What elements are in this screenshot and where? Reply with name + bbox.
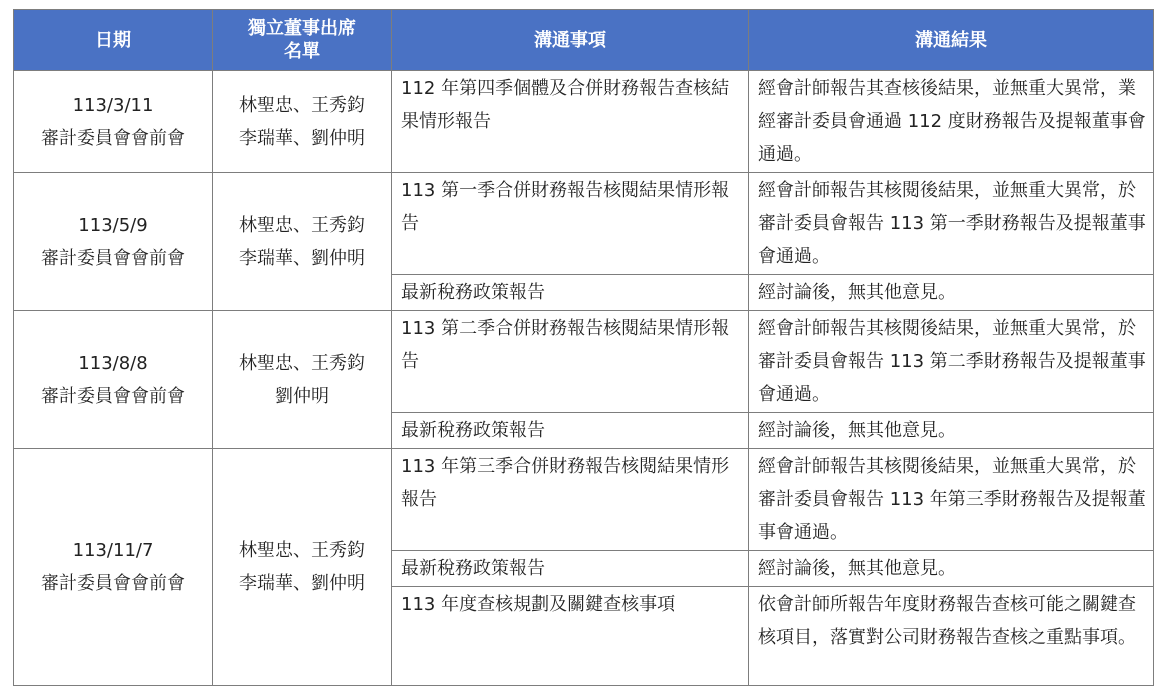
meeting-type: 審計委員會會前會 — [41, 247, 185, 269]
directors-cell — [213, 71, 392, 173]
item-cell: 最新稅務政策報告 — [392, 551, 749, 587]
meeting-date: 113/11/7 — [72, 540, 154, 561]
header-row — [14, 10, 1154, 71]
item-cell: 113 年第三季合併財務報告核閱結果情形報告 — [392, 449, 749, 551]
item-cell: 113 第一季合併財務報告核閱結果情形報告 — [392, 173, 749, 275]
directors-line1: 林聖忠、王秀鈞 — [239, 94, 365, 116]
header-items: 溝通事項 — [392, 10, 749, 71]
item-cell: 最新稅務政策報告 — [392, 275, 749, 311]
header-results: 溝通結果 — [749, 10, 1154, 71]
communication-table — [13, 9, 1154, 686]
meeting-date: 113/3/11 — [72, 94, 154, 116]
item-cell: 最新稅務政策報告 — [392, 413, 749, 449]
meeting-type: 審計委員會會前會 — [41, 385, 185, 407]
meeting-date-cell — [14, 173, 213, 311]
meeting-date-cell — [14, 71, 213, 173]
meeting-date: 113/8/8 — [78, 352, 148, 374]
header-directors — [213, 10, 392, 71]
directors-line2: 李瑞華、劉仲明 — [239, 573, 365, 594]
item-cell: 113 年度查核規劃及關鍵查核事項 — [392, 587, 749, 686]
directors-line1: 林聖忠、王秀鈞 — [239, 352, 365, 374]
directors-line2: 李瑞華、劉仲明 — [239, 127, 365, 149]
meeting-type: 審計委員會會前會 — [41, 573, 185, 594]
result-cell: 經會計師報告其查核後結果，並無重大異常，業經審計委員會通過 112 度財務報告及提報董事會通過。 — [749, 71, 1154, 173]
item-cell: 112 年第四季個體及合併財務報告查核結果情形報告 — [392, 71, 749, 173]
meeting-type: 審計委員會會前會 — [41, 127, 185, 149]
directors-cell — [213, 449, 392, 686]
result-cell: 經討論後，無其他意見。 — [749, 413, 1154, 449]
table-row — [14, 449, 1154, 551]
item-cell: 113 第二季合併財務報告核閱結果情形報告 — [392, 311, 749, 413]
header-directors-line1: 獨立董事出席 — [248, 18, 356, 39]
meeting-date-cell — [14, 449, 213, 686]
header-date: 日期 — [14, 10, 213, 71]
meeting-date: 113/5/9 — [78, 214, 148, 236]
directors-cell — [213, 311, 392, 449]
result-cell: 依會計師所報告年度財務報告查核可能之關鍵查核項目，落實對公司財務報告查核之重點事項。 — [749, 587, 1154, 686]
header-directors-line2: 名單 — [284, 41, 320, 62]
directors-line2: 李瑞華、劉仲明 — [239, 247, 365, 269]
meeting-date-cell — [14, 311, 213, 449]
result-cell: 經討論後，無其他意見。 — [749, 551, 1154, 587]
table-row — [14, 311, 1154, 413]
directors-line1: 林聖忠、王秀鈞 — [239, 214, 365, 236]
directors-line2: 劉仲明 — [275, 385, 329, 407]
result-cell: 經討論後，無其他意見。 — [749, 275, 1154, 311]
table-row — [14, 71, 1154, 173]
result-cell: 經會計師報告其核閱後結果，並無重大異常，於審計委員會報告 113 第二季財務報告及提報董事會通過。 — [749, 311, 1154, 413]
directors-line1: 林聖忠、王秀鈞 — [239, 540, 365, 561]
directors-cell — [213, 173, 392, 311]
result-cell: 經會計師報告其核閱後結果，並無重大異常，於審計委員會報告 113 第一季財務報告及提報董事會通過。 — [749, 173, 1154, 275]
result-cell: 經會計師報告其核閱後結果，並無重大異常，於審計委員會報告 113 年第三季財務報告及提報董事會通過。 — [749, 449, 1154, 551]
table-row — [14, 173, 1154, 275]
